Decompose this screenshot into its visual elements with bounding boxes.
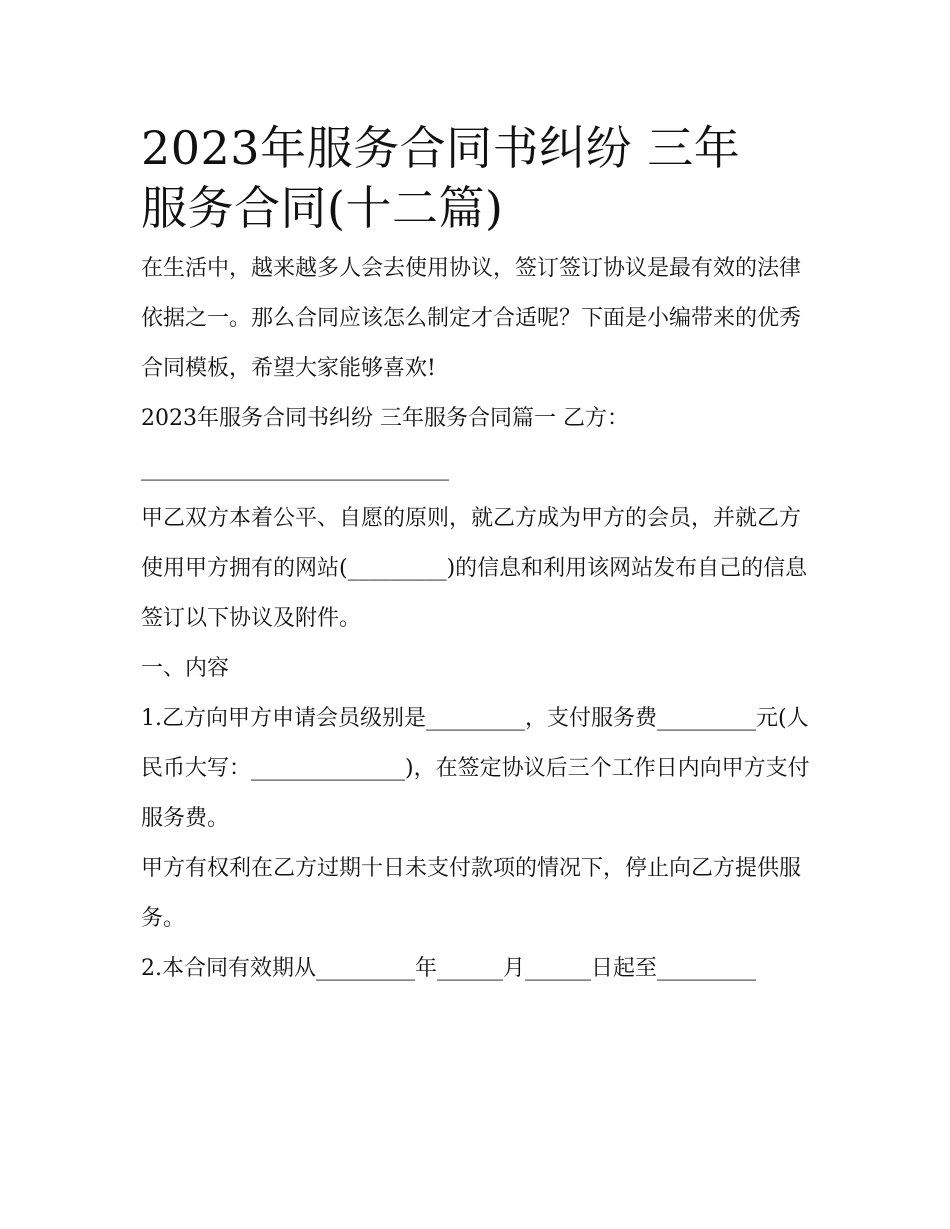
intro-paragraph: 在生活中，越来越多人会去使用协议，签订签订协议是最有效的法律依据之一。那么合同应该怎么制定才合适呢？下面是小编带来的优秀合同模板，希望大家能够喜欢! xyxy=(141,256,802,381)
party-blank-line: ____________________________ xyxy=(141,456,449,481)
paragraph-payment-rights: 甲方有权利在乙方过期十日未支付款项的情况下，停止向乙方提供服务。 xyxy=(141,856,802,931)
paragraph-agreement: 甲乙双方本着公平、自愿的原则，就乙方成为甲方的会员，并就乙方使用甲方拥有的网站(_________)的信息和利用该网站发布自己的信息签订以下协议及附件。 xyxy=(141,506,808,631)
title-line-1: 2023年服务合同书纠纷 三年 xyxy=(141,121,741,175)
heading-content: 一、内容 xyxy=(141,656,230,681)
title-line-2: 服务合同(十二篇) xyxy=(141,181,504,235)
section-heading: 2023年服务合同书纠纷 三年服务合同篇一 乙方： xyxy=(141,406,629,431)
paragraph-clause-2: 2.本合同有效期从_________年______月______日起至_________ xyxy=(141,956,756,981)
paragraph-clause-1: 1.乙方向甲方申请会员级别是_________，支付服务费_________元(人民币大写：______________)，在签定协议后三个工作日内向甲方支付服务费。 xyxy=(141,706,810,831)
document-title xyxy=(141,118,816,238)
document-page xyxy=(141,118,816,994)
